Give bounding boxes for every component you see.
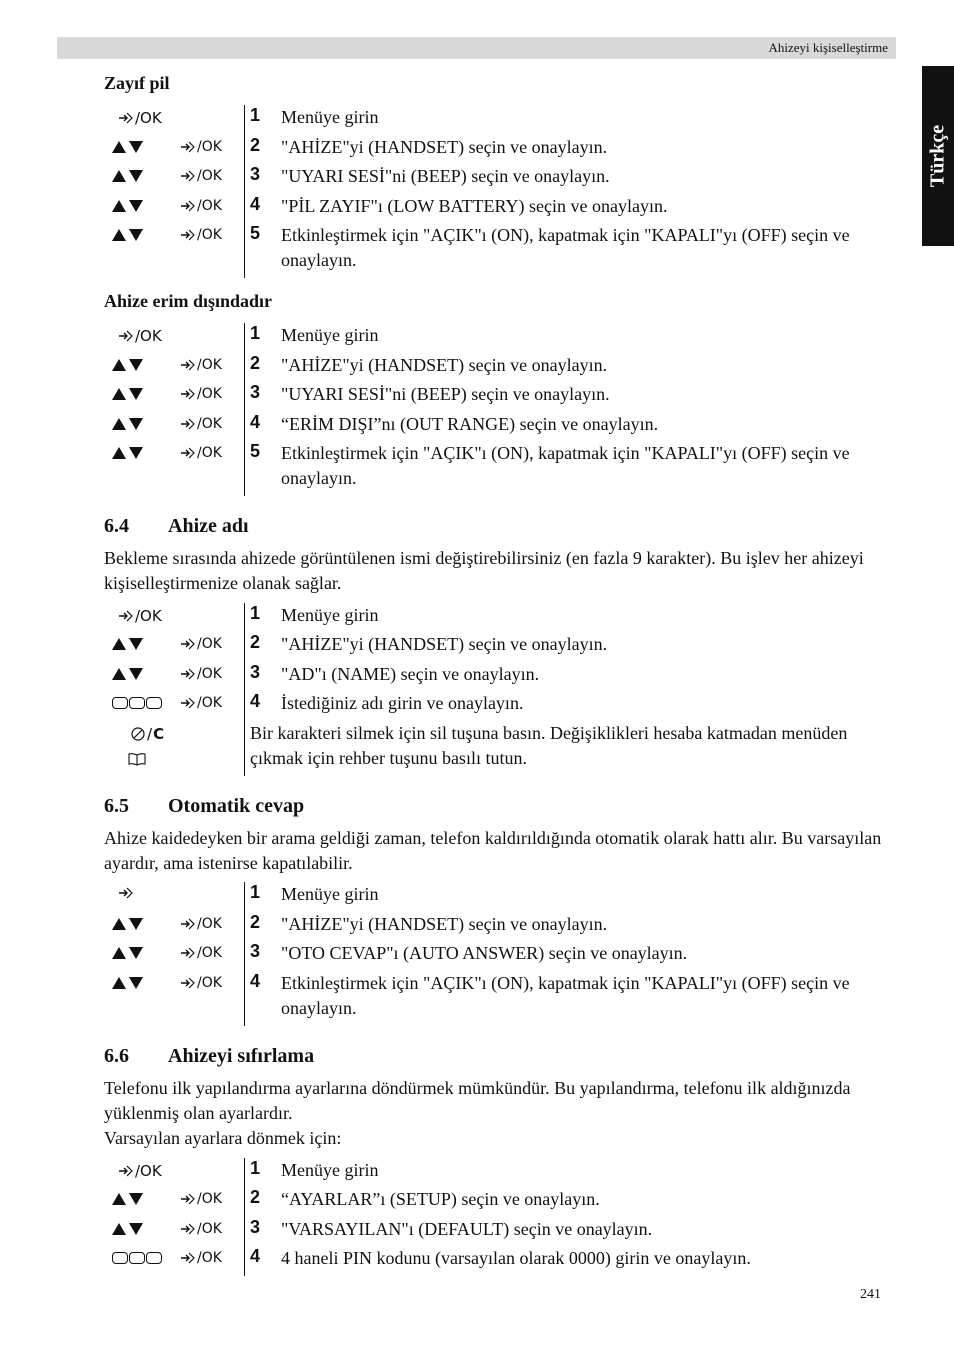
- step-text: "AHİZE"yi (HANDSET) seçin ve onaylayın.: [281, 914, 608, 934]
- step-number: 4: [250, 194, 261, 214]
- menu-ok-icon: [180, 198, 222, 214]
- menu-ok-icon: [180, 1191, 222, 1207]
- step-text: "UYARI SESİ"ni (BEEP) seçin ve onaylayın.: [281, 384, 610, 404]
- up-down-arrows-icon: [112, 170, 143, 182]
- divider-line: [244, 323, 245, 496]
- step-number: 4: [250, 971, 261, 991]
- up-down-arrows-icon: [112, 229, 143, 241]
- left-icon-slot: [112, 139, 143, 159]
- ok-label: /OK: [197, 975, 222, 991]
- right-icon-slot: [180, 139, 222, 159]
- ok-label: /OK: [135, 327, 162, 345]
- step-text: Menüye girin: [281, 1160, 379, 1180]
- right-icon-slot: [180, 168, 222, 188]
- language-tab-label: Türkçe: [926, 124, 949, 188]
- up-down-arrows-icon: [112, 200, 143, 212]
- step-number: 1: [250, 1158, 261, 1178]
- step-number: 3: [250, 662, 261, 682]
- right-icon-slot: [180, 416, 222, 436]
- left-icon-slot: [112, 1191, 143, 1211]
- ok-label: /OK: [197, 636, 222, 652]
- step-text: İstediğiniz adı girin ve onaylayın.: [281, 693, 524, 713]
- header-bar: [57, 37, 896, 59]
- menu-ok-icon: [180, 695, 222, 711]
- steps-block: [0, 882, 954, 1026]
- ok-label: /OK: [197, 1191, 222, 1207]
- right-icon-slot: [180, 1191, 222, 1211]
- menu-ok-icon: [180, 386, 222, 402]
- menu-ok-icon: [180, 1221, 222, 1237]
- left-icon-slot: [118, 607, 162, 627]
- step-text: Menüye girin: [281, 605, 379, 625]
- menu-ok-icon: [118, 1162, 162, 1180]
- left-icon-slot: [112, 198, 143, 218]
- left-icon-slot: [128, 752, 146, 772]
- section-number: 6.4: [104, 515, 129, 537]
- steps-block: [0, 323, 954, 496]
- keypad-icon: [112, 697, 162, 709]
- step-number: 3: [250, 1217, 261, 1237]
- ok-label: /OK: [197, 198, 222, 214]
- left-icon-slot: [112, 916, 143, 936]
- step-text: “ERİM DIŞI”nı (OUT RANGE) seçin ve onaylayın.: [281, 414, 659, 434]
- up-down-arrows-icon: [112, 947, 143, 959]
- right-icon-slot: [180, 666, 222, 686]
- left-icon-slot: [112, 1250, 162, 1270]
- step-number: 3: [250, 164, 261, 184]
- right-icon-slot: [180, 945, 222, 965]
- step-number: 2: [250, 1187, 261, 1207]
- left-icon-slot: [112, 227, 143, 247]
- step-text: Menüye girin: [281, 107, 379, 127]
- right-icon-slot: [180, 198, 222, 218]
- right-icon-slot: [180, 386, 222, 406]
- section-heading: [104, 515, 249, 538]
- menu-ok-icon: [118, 109, 162, 127]
- menu-ok-icon: [180, 357, 222, 373]
- left-icon-slot: [130, 725, 164, 745]
- section-heading: [104, 1045, 314, 1068]
- key-icon: [112, 697, 128, 709]
- step-number: 4: [250, 1246, 261, 1266]
- menu-ok-icon: [180, 945, 222, 961]
- section-title: Otomatik cevap: [168, 795, 305, 817]
- step-text: Menüye girin: [281, 884, 379, 904]
- steps-block: [0, 105, 954, 278]
- ok-label: /OK: [197, 916, 222, 932]
- menu-ok-icon: [118, 327, 162, 345]
- section-heading: [104, 795, 304, 818]
- right-icon-slot: [180, 1221, 222, 1241]
- ok-label: /OK: [197, 695, 222, 711]
- ok-label: /OK: [197, 945, 222, 961]
- up-down-arrows-icon: [112, 359, 143, 371]
- left-icon-slot: [118, 327, 162, 347]
- key-icon: [146, 1252, 162, 1264]
- step-text: "UYARI SESİ"ni (BEEP) seçin ve onaylayın.: [281, 166, 610, 186]
- step-text: Etkinleştirmek için "AÇIK"ı (ON), kapatmak için "KAPALI"yı (OFF) seçin ve onaylayın.: [281, 443, 850, 488]
- step-number: 4: [250, 691, 261, 711]
- menu-ok-icon: [180, 445, 222, 461]
- step-text: “AYARLAR”ı (SETUP) seçin ve onaylayın.: [281, 1189, 600, 1209]
- note-text: Bir karakteri silmek için sil tuşuna basın. Değişiklikleri hesaba katmadan menüden çıkmak için rehber tuşunu basılı tutun.: [250, 723, 848, 768]
- step-number: 2: [250, 135, 261, 155]
- key-icon: [129, 697, 145, 709]
- keypad-icon: [112, 1252, 162, 1264]
- right-icon-slot: [180, 636, 222, 656]
- step-text: "PİL ZAYIF"ı (LOW BATTERY) seçin ve onaylayın.: [281, 196, 668, 216]
- c-label: C: [153, 725, 165, 743]
- up-down-arrows-icon: [112, 388, 143, 400]
- up-down-arrows-icon: [112, 1193, 143, 1205]
- section-number: 6.5: [104, 795, 129, 817]
- paragraph: Telefonu ilk yapılandırma ayarlarına döndürmek mümkündür. Bu yapılandırma, telefonu ilk aldığınızda yüklenmiş olan ayarlardır.: [104, 1078, 851, 1123]
- up-down-arrows-icon: [112, 141, 143, 153]
- header-title: Ahizeyi kişiselleştirme: [768, 40, 888, 55]
- up-down-arrows-icon: [112, 638, 143, 650]
- right-icon-slot: [180, 1250, 222, 1270]
- right-icon-slot: [180, 975, 222, 995]
- step-text: Etkinleştirmek için "AÇIK"ı (ON), kapatmak için "KAPALI"yı (OFF) seçin ve onaylayın.: [281, 225, 850, 270]
- left-icon-slot: [112, 975, 143, 995]
- step-text: "AHİZE"yi (HANDSET) seçin ve onaylayın.: [281, 137, 608, 157]
- section-title: Ahizeyi sıfırlama: [168, 1045, 315, 1067]
- step-text: 4 haneli PIN kodunu (varsayılan olarak 0000) girin ve onaylayın.: [281, 1248, 751, 1268]
- menu-ok-icon: [180, 636, 222, 652]
- section-title: Ahize adı: [168, 515, 249, 537]
- left-icon-slot: [112, 168, 143, 188]
- step-number: 2: [250, 912, 261, 932]
- left-icon-slot: [112, 636, 143, 656]
- up-down-arrows-icon: [112, 977, 143, 989]
- menu-ok-icon: [118, 607, 162, 625]
- step-number: 1: [250, 882, 261, 902]
- ok-label: /OK: [197, 386, 222, 402]
- step-text: "AHİZE"yi (HANDSET) seçin ve onaylayın.: [281, 634, 608, 654]
- divider-line: [244, 603, 245, 776]
- step-number: 2: [250, 632, 261, 652]
- ok-label: /OK: [197, 227, 222, 243]
- menu-ok-icon: [180, 666, 222, 682]
- left-icon-slot: [112, 945, 143, 965]
- left-icon-slot: [112, 386, 143, 406]
- up-down-arrows-icon: [112, 418, 143, 430]
- sub-heading: Zayıf pil: [104, 73, 170, 93]
- right-icon-slot: [180, 357, 222, 377]
- step-number: 1: [250, 603, 261, 623]
- ok-label: /OK: [197, 416, 222, 432]
- step-number: 5: [250, 223, 261, 243]
- up-down-arrows-icon: [112, 668, 143, 680]
- page-number: 241: [860, 1287, 881, 1302]
- step-text: Etkinleştirmek için "AÇIK"ı (ON), kapatmak için "KAPALI"yı (OFF) seçin ve onaylayın.: [281, 973, 850, 1018]
- ok-label: /OK: [197, 1221, 222, 1237]
- step-number: 5: [250, 441, 261, 461]
- menu-ok-icon: [180, 139, 222, 155]
- step-number: 2: [250, 353, 261, 373]
- left-icon-slot: [118, 109, 162, 129]
- sub-heading: Ahize erim dışındadır: [104, 291, 273, 311]
- step-number: 1: [250, 323, 261, 343]
- ok-label: /OK: [197, 1250, 222, 1266]
- steps-block: [0, 603, 954, 776]
- key-icon: [112, 1252, 128, 1264]
- ok-label: /OK: [135, 1162, 162, 1180]
- right-icon-slot: [180, 227, 222, 247]
- phonebook-icon: [128, 752, 146, 766]
- left-icon-slot: [112, 416, 143, 436]
- step-number: 1: [250, 105, 261, 125]
- up-down-arrows-icon: [112, 447, 143, 459]
- left-icon-slot: [112, 695, 162, 715]
- paragraph: Bekleme sırasında ahizede görüntülenen ismi değiştirebilirsiniz (en fazla 9 karakter). Bu işlev her ahizeyi kişiselleştirmenize olanak sağlar.: [104, 548, 864, 593]
- key-icon: [146, 697, 162, 709]
- left-icon-slot: [118, 886, 134, 906]
- step-number: 3: [250, 941, 261, 961]
- section-number: 6.6: [104, 1045, 129, 1067]
- right-icon-slot: [180, 445, 222, 465]
- step-text: "AD"ı (NAME) seçin ve onaylayın.: [281, 664, 540, 684]
- ok-label: /OK: [135, 109, 162, 127]
- menu-ok-icon: [180, 916, 222, 932]
- left-icon-slot: [118, 1162, 162, 1182]
- up-down-arrows-icon: [112, 1223, 143, 1235]
- step-text: "AHİZE"yi (HANDSET) seçin ve onaylayın.: [281, 355, 608, 375]
- divider-line: [244, 105, 245, 278]
- step-number: 3: [250, 382, 261, 402]
- divider-line: [244, 882, 245, 1026]
- left-icon-slot: [112, 445, 143, 465]
- menu-ok-icon: [180, 1250, 222, 1266]
- paragraph: Ahize kaidedeyken bir arama geldiği zaman, telefon kaldırıldığında otomatik olarak hattı alır. Bu varsayılan ayardır, ama istenirse kapatılabilir.: [104, 828, 882, 873]
- menu-ok-icon: [180, 416, 222, 432]
- menu-ok-icon: [180, 168, 222, 184]
- left-icon-slot: [112, 357, 143, 377]
- up-down-arrows-icon: [112, 918, 143, 930]
- right-icon-slot: [180, 695, 222, 715]
- ok-label: /OK: [197, 666, 222, 682]
- menu-icon: [118, 886, 134, 900]
- menu-ok-icon: [180, 227, 222, 243]
- ok-label: /OK: [197, 139, 222, 155]
- step-text: Menüye girin: [281, 325, 379, 345]
- step-number: 4: [250, 412, 261, 432]
- delete-icon: / C: [130, 725, 164, 743]
- right-icon-slot: [180, 916, 222, 936]
- divider-line: [244, 1158, 245, 1276]
- ok-label: /OK: [135, 607, 162, 625]
- steps-block: [0, 1158, 954, 1276]
- menu-ok-icon: [180, 975, 222, 991]
- left-icon-slot: [112, 666, 143, 686]
- ok-label: /OK: [197, 445, 222, 461]
- left-icon-slot: [112, 1221, 143, 1241]
- ok-label: /OK: [197, 357, 222, 373]
- key-icon: [129, 1252, 145, 1264]
- step-text: "OTO CEVAP"ı (AUTO ANSWER) seçin ve onaylayın.: [281, 943, 688, 963]
- paragraph: Varsayılan ayarlara dönmek için:: [104, 1128, 342, 1148]
- ok-label: /OK: [197, 168, 222, 184]
- step-text: "VARSAYILAN"ı (DEFAULT) seçin ve onaylayın.: [281, 1219, 653, 1239]
